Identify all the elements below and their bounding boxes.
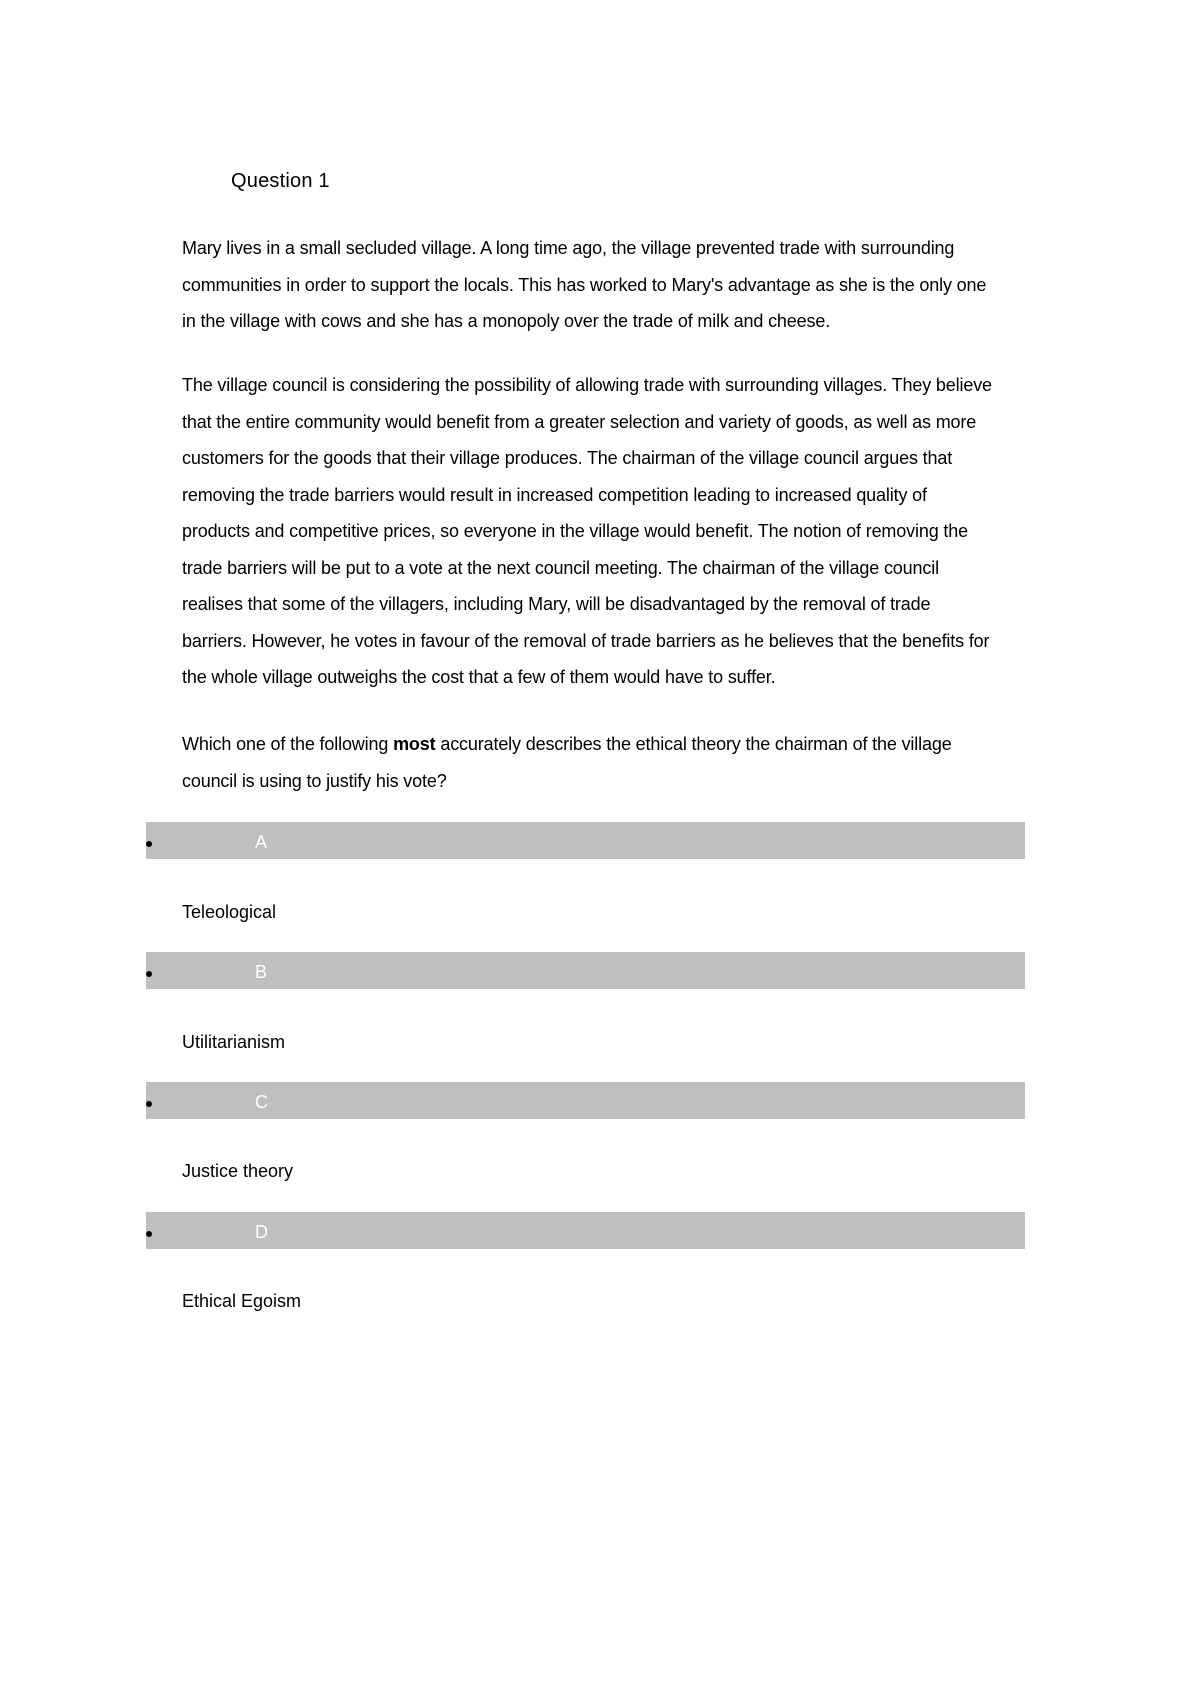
option-d-text[interactable]: Ethical Egoism — [182, 1291, 302, 1311]
text-line: products and competitive prices, so everyone in the village would benefit. The notion of removing the — [182, 521, 968, 541]
question-prompt — [182, 726, 1027, 799]
bullet-icon — [146, 841, 152, 847]
scenario-paragraph-2 — [182, 367, 1027, 696]
option-d-header[interactable] — [146, 1212, 1025, 1249]
text-line: removing the trade barriers would result in increased competition leading to increased quality of — [182, 484, 927, 505]
question-title: Question 1 — [231, 170, 330, 192]
option-letter: D — [255, 1222, 268, 1242]
text-line: communities in order to support the locals. This has worked to Mary's advantage as she is the only one — [182, 274, 987, 295]
text-line — [182, 726, 1027, 763]
text-line: that the entire community would benefit from a greater selection and variety of goods, as well as more — [182, 411, 977, 432]
option-letter: A — [255, 832, 268, 852]
bullet-icon — [146, 1101, 152, 1107]
text-line: realises that some of the villagers, including Mary, will be disadvantaged by the removal of trade — [182, 594, 931, 614]
text-line: council is using to justify his vote? — [182, 770, 447, 791]
prompt-text: Which one of the following — [182, 734, 394, 754]
option-b-header[interactable] — [146, 952, 1025, 989]
option-c-header[interactable] — [146, 1082, 1025, 1119]
option-letter: C — [255, 1092, 268, 1112]
option-a-text[interactable]: Teleological — [182, 902, 277, 922]
text-line: the whole village outweighs the cost that a few of them would have to suffer. — [182, 667, 776, 687]
text-line: customers for the goods that their village produces. The chairman of the village council argues that — [182, 448, 953, 468]
text-line: barriers. However, he votes in favour of the removal of trade barriers as he believes that the benefits for — [182, 630, 990, 651]
bullet-icon — [146, 971, 152, 977]
option-c-text[interactable]: Justice theory — [182, 1161, 294, 1181]
text-line: The village council is considering the possibility of allowing trade with surrounding villages. They believe — [182, 375, 992, 395]
option-b-text[interactable]: Utilitarianism — [182, 1032, 286, 1052]
text-line: in the village with cows and she has a monopoly over the trade of milk and cheese. — [182, 311, 831, 331]
scenario-paragraph-1 — [182, 230, 1027, 340]
text-line: Mary lives in a small secluded village. A long time ago, the village prevented trade with surrounding — [182, 238, 955, 258]
bullet-icon — [146, 1231, 152, 1237]
option-letter: B — [255, 962, 268, 982]
prompt-text: accurately describes the ethical theory the chairman of the village — [435, 734, 952, 754]
text-line: trade barriers will be put to a vote at the next council meeting. The chairman of the village council — [182, 557, 939, 578]
option-a-header[interactable] — [146, 822, 1025, 859]
prompt-emphasis: most — [393, 734, 436, 754]
